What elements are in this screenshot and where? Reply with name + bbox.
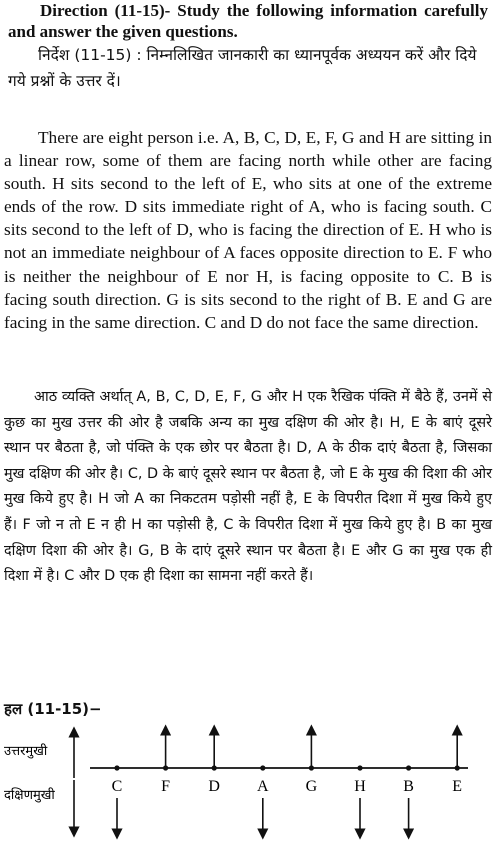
seat-dot-e (455, 765, 460, 770)
direction-english: Direction (11-15)- Study the following information carefully and answer the given questions. (8, 1, 488, 41)
person-label-d: D (208, 778, 220, 795)
direction-hindi: निर्देश (11-15) : निम्नलिखित जानकारी का ध्यानपूर्वक अध्ययन करें और दिये गये प्रश्नों के उत्तर दें। (8, 46, 477, 90)
person-label-f: F (161, 778, 171, 795)
solution-label: हल (11-15)− (4, 700, 102, 718)
seat-dot-d (212, 765, 217, 770)
seat-dot-h (357, 765, 362, 770)
north-facing-label: उत्तरमुखी (4, 744, 48, 759)
passage-english: There are eight person i.e. A, B, C, D, E, F, G and H are sitting in a linear row, some of them are facing north while other are facing south. H sits second to the left of E, who sits at one of the extreme ends of the row. D sits immediate right of A, who is facing south. C sits second to the left of D, who is facing the direction of E. H who is not an immediate neighbour of A faces opposite direction to E. F who is neither the neighbour of E nor H, is facing opposite to C. B is facing south direction. G is sits second to the right of B. E and G are facing in the same direction. C and D do not face the same direction. (4, 128, 492, 332)
person-label-b: B (403, 778, 414, 795)
person-label-c: C (111, 778, 123, 795)
persons-group (112, 730, 462, 834)
seat-dot-c (114, 765, 119, 770)
person-label-h: H (354, 778, 366, 795)
person-label-e: E (452, 778, 463, 795)
seating-diagram (0, 720, 497, 858)
south-facing-label: दक्षिणमुखी (4, 788, 55, 803)
seat-dot-b (406, 765, 411, 770)
seat-dot-a (260, 765, 265, 770)
person-label-g: G (305, 778, 318, 795)
seat-dot-f (163, 765, 168, 770)
passage-hindi: आठ व्यक्ति अर्थात् A, B, C, D, E, F, G और H एक रैखिक पंक्ति में बैठे हैं, उनमें से कुछ का मुख उत्तर की ओर है जबकि अन्य का मुख दक्षिण की ओर है। H, E के बाएं दूसरे स्थान पर बैठता है, जो पंक्ति के एक छोर पर बैठता है। D, A के ठीक दाएं बैठता है, जिसका मुख दक्षिण की ओर है। C, D के बाएं दूसरे स्थान पर बैठता है, जो E के मुख की दिशा की ओर मुख किये हुए है। H जो A का निकटतम पड़ोसी नहीं है, E के विपरीत दिशा में मुख किये हुए हैं। F जो न तो E न ही H का पड़ोसी है, C के विपरीत दिशा में मुख किये हुए है। B का मुख दक्षिण दिशा की ओर है। G, B के दाएं दूसरे स्थान पर बैठता है। E और G का मुख एक ही दिशा में है। C और D एक ही दिशा का सामना नहीं करते हैं। (4, 389, 492, 585)
seat-dot-g (309, 765, 314, 770)
person-label-a: A (257, 778, 269, 795)
